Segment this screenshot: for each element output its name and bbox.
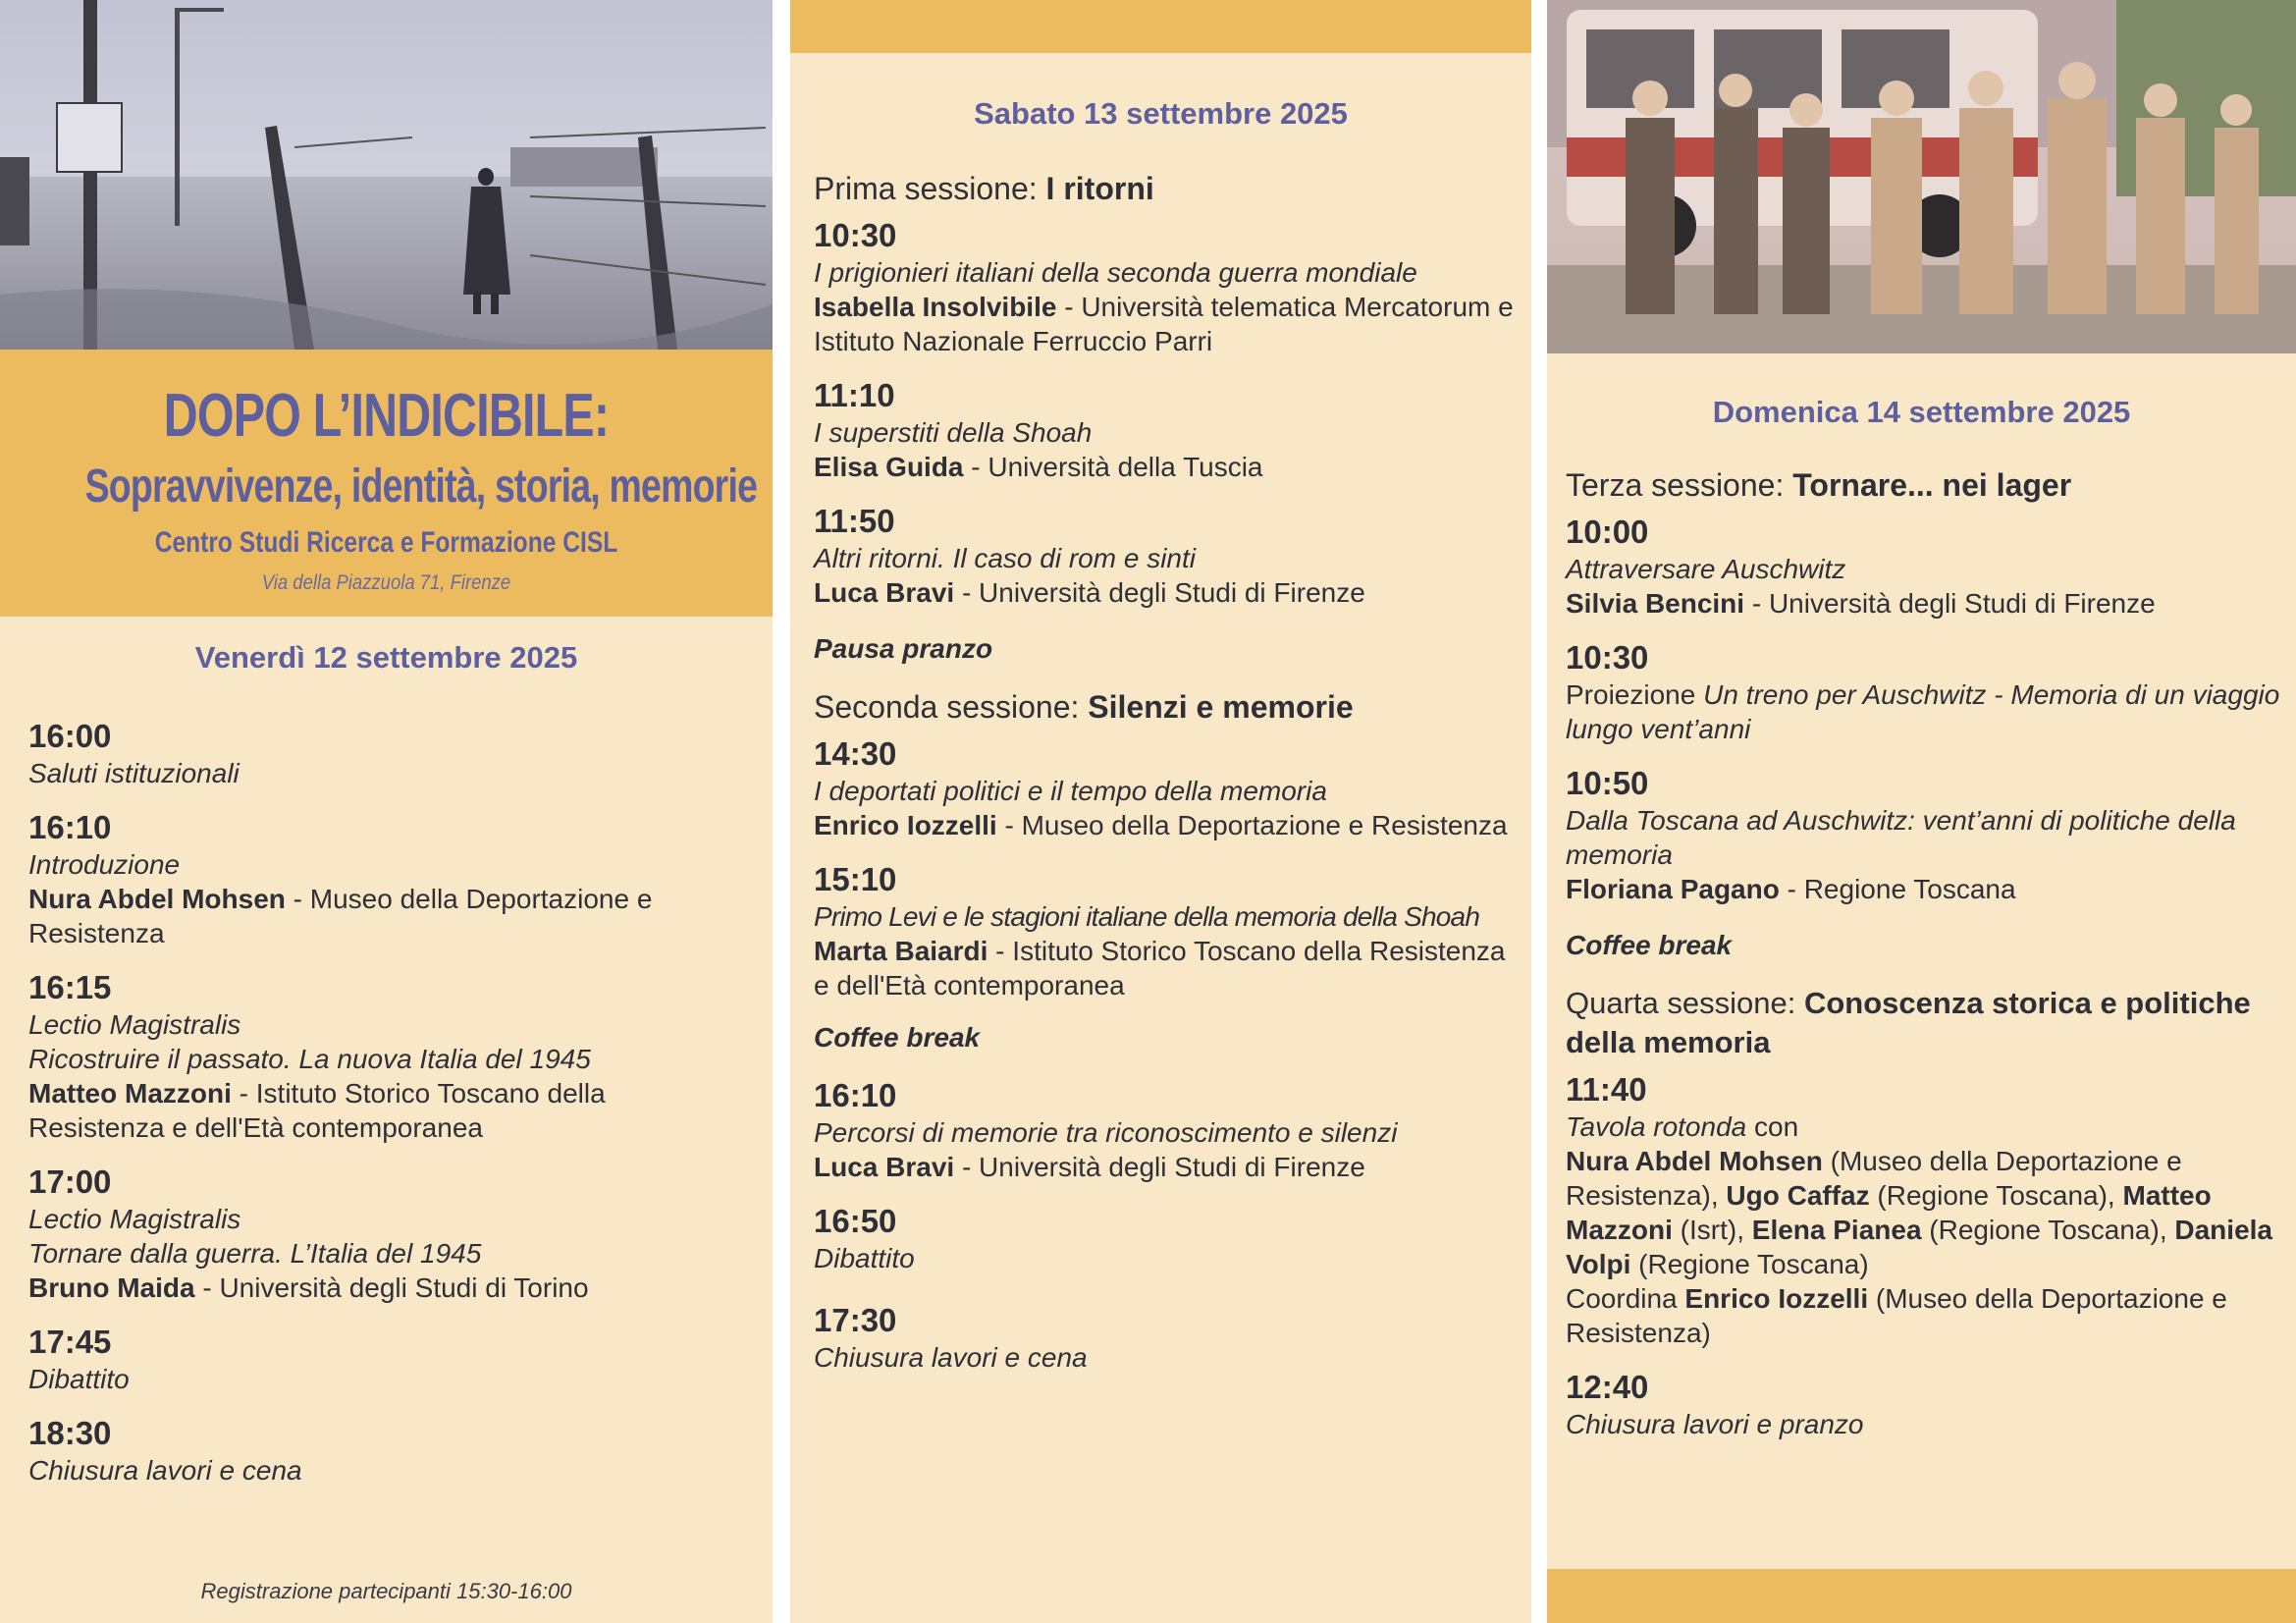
item-speaker [814,575,1521,610]
item-title: Chiusura lavori e pranzo [1566,1409,1864,1439]
speaker-affiliation: - Università degli Studi di Torino [194,1272,589,1303]
item-time: 11:40 [1566,1071,1647,1108]
item-title: I superstiti della Shoah [814,417,1093,448]
speaker-name: Matteo Mazzoni [1566,1180,2212,1245]
session-name: Tornare... nei lager [1792,467,2072,503]
item-title [1566,1109,2282,1144]
program-item [1566,513,2282,621]
bottom-band [1547,1569,2296,1623]
screening-prefix: Proiezione [1566,679,1704,710]
speaker-affiliation: (Museo della Deportazione e Resistenza), [1566,1146,2182,1211]
session-heading [1566,984,2282,1062]
program-item [814,860,1521,1002]
program-item [28,1414,745,1488]
day3-heading: Domenica 14 settembre 2025 [1712,395,2131,429]
round-table-with: con [1746,1111,1799,1142]
item-time: 12:40 [1566,1369,1649,1405]
speaker-affiliation: - Istituto Storico Toscano della Resistenza e dell'Età contemporanea [28,1078,606,1143]
title-band [0,350,773,617]
program-item [28,717,745,790]
item-speaker [814,450,1521,484]
day1-heading: Venerdì 12 settembre 2025 [194,640,578,675]
item-title: Dibattito [28,1364,130,1394]
item-time: 10:30 [1566,639,1649,676]
lunch-break: Pausa pranzo [814,633,993,664]
item-speaker [28,882,745,950]
item-time: 11:50 [814,503,895,539]
session-name: I ritorni [1045,171,1154,206]
item-speaker [814,808,1521,842]
program-item [1566,764,2282,906]
speaker-name: Silvia Bencini [1566,588,1745,619]
speaker-name: Elisa Guida [814,452,964,482]
program-item [814,1301,1521,1375]
day1-program [28,717,745,1505]
item-time: 16:00 [28,718,112,754]
item-time: 17:30 [814,1302,897,1338]
item-time: 16:10 [28,809,112,845]
item-title: Chiusura lavori e cena [28,1455,302,1486]
speaker-affiliation: - Università telematica Mercatorum e Istituto Nazionale Ferruccio Parri [814,292,1514,356]
item-speaker [814,934,1521,1002]
coffee-break: Coffee break [814,1022,981,1053]
right-panel [1547,0,2296,1623]
speaker-name: Elena Pianea [1751,1215,1922,1245]
program-item [1566,1070,2282,1350]
program-item [814,376,1521,484]
item-speaker [1566,872,2282,906]
item-time: 14:30 [814,735,897,772]
item-time: 10:50 [1566,765,1649,801]
speaker-affiliation: - Regione Toscana [1779,874,2016,904]
item-time: 11:10 [814,377,895,413]
program-item [28,1163,745,1305]
camp-gate-photo [0,0,773,350]
left-panel [0,0,773,1623]
speaker-affiliation: - Università degli Studi di Firenze [954,1152,1365,1182]
item-time: 16:50 [814,1203,897,1239]
speaker-name: Matteo Mazzoni [28,1078,232,1109]
item-title: Saluti istituzionali [28,758,240,788]
item-subtitle: Tornare dalla guerra. L’Italia del 1945 [28,1238,482,1269]
item-time: 15:10 [814,861,897,897]
session-name: Silenzi e memorie [1088,689,1354,725]
top-band [790,0,1531,53]
item-time: 10:30 [814,217,897,253]
item-title: I prigionieri italiani della seconda guerra mondiale [814,257,1417,288]
program-item [814,734,1521,842]
item-speaker [1566,586,2282,621]
speaker-name: Luca Bravi [814,1152,955,1182]
speaker-affiliation: (Isrt), [1672,1215,1752,1245]
speaker-affiliation: (Regione Toscana), [1921,1215,2175,1245]
item-title: Lectio Magistralis [28,1204,241,1234]
round-table-title: Tavola rotonda [1566,1111,1747,1142]
item-title: I deportati politici e il tempo della memoria [814,776,1327,806]
item-time: 17:00 [28,1163,112,1200]
speaker-name: Bruno Maida [28,1272,195,1303]
program-item [28,968,745,1145]
registration-note: Registrazione partecipanti 15:30-16:00 [200,1579,572,1603]
film-title: Un treno per Auschwitz - Memoria di un viaggio lungo vent’anni [1566,679,2280,744]
item-time: 18:30 [28,1415,112,1451]
organizer: Centro Studi Ricerca e Formazione CISL [154,526,618,559]
speaker-name: Floriana Pagano [1566,874,1780,904]
item-time: 10:00 [1566,514,1649,550]
speaker-name: Marta Baiardi [814,936,988,966]
speaker-affiliation: - Museo della Deportazione e Resistenza [996,810,1508,840]
item-time: 16:15 [28,969,112,1005]
speaker-affiliation: - Università degli Studi di Firenze [954,577,1365,608]
item-speaker [814,290,1521,358]
session-prefix: Seconda sessione: [814,689,1089,725]
item-title: Percorsi di memorie tra riconoscimento e silenzi [814,1117,1398,1148]
speaker-affiliation: - Istituto Storico Toscano della Resistenza e dell'Età contemporanea [814,936,1506,1001]
day2-program [814,169,1521,1392]
moderator-label: Coordina [1566,1283,1685,1314]
item-time: 16:10 [814,1077,897,1113]
program-item [28,808,745,950]
speaker-name: Isabella Insolvibile [814,292,1057,322]
session-prefix: Terza sessione: [1566,467,1793,503]
speaker-affiliation: - Museo della Deportazione e Resistenza [28,884,653,948]
item-title: Altri ritorni. Il caso di rom e sinti [814,543,1196,573]
speaker-affiliation: - Università degli Studi di Firenze [1744,588,2156,619]
moderator [1566,1281,2282,1350]
session-heading [814,169,1521,208]
program-item [814,1076,1521,1184]
program-item [814,1202,1521,1275]
event-title: DOPO L’INDICIBILE: [163,382,610,450]
coffee-break: Coffee break [1566,930,1733,960]
program-item [1566,1368,2282,1441]
program-item [1566,638,2282,746]
item-subtitle: Ricostruire il passato. La nuova Italia del 1945 [28,1044,591,1074]
program-item [814,216,1521,358]
speaker-name: Enrico Iozzelli [1684,1283,1869,1314]
item-title: Introduzione [28,849,181,880]
item-title: Primo Levi e le stagioni italiane della memoria della Shoah [814,901,1480,932]
speaker-name: Enrico Iozzelli [814,810,997,840]
speaker-name: Luca Bravi [814,577,955,608]
group-bus-photo [1547,0,2296,353]
item-speaker [814,1150,1521,1184]
speaker-affiliation: (Museo della Deportazione e Resistenza) [1566,1283,2227,1348]
speaker-affiliation: (Regione Toscana), [1869,1180,2123,1211]
item-time: 17:45 [28,1324,112,1360]
speaker-name: Nura Abdel Mohsen [28,884,286,914]
day3-program [1566,465,2282,1459]
address: Via della Piazzuola 71, Firenze [261,571,511,594]
item-speaker [28,1076,745,1145]
item-title: Attraversare Auschwitz [1566,554,1846,584]
speaker-name: Nura Abdel Mohsen [1566,1146,1823,1176]
item-speaker [28,1271,745,1305]
session-heading [814,687,1521,727]
panelists [1566,1144,2282,1281]
program-item [28,1323,745,1396]
program-item [814,502,1521,610]
center-panel [790,0,1531,1623]
session-prefix: Quarta sessione: [1566,986,1804,1020]
item-title: Chiusura lavori e cena [814,1342,1088,1373]
item-title: Dibattito [814,1243,915,1273]
day2-heading: Sabato 13 settembre 2025 [974,96,1348,131]
item-title [1566,677,2282,746]
session-prefix: Prima sessione: [814,171,1046,206]
speaker-affiliation: - Università della Tuscia [963,452,1263,482]
session-name: Conoscenza storica e politiche della memoria [1566,986,2251,1059]
item-title: Lectio Magistralis [28,1009,241,1040]
event-subtitle: Sopravvivenze, identità, storia, memorie [84,460,758,513]
speaker-name: Daniela Volpi [1566,1215,2272,1279]
speaker-affiliation: (Regione Toscana) [1630,1249,1869,1279]
speaker-name: Ugo Caffaz [1726,1180,1870,1211]
item-title: Dalla Toscana ad Auschwitz: vent’anni di politiche della memoria [1566,805,2236,870]
session-heading [1566,465,2282,505]
